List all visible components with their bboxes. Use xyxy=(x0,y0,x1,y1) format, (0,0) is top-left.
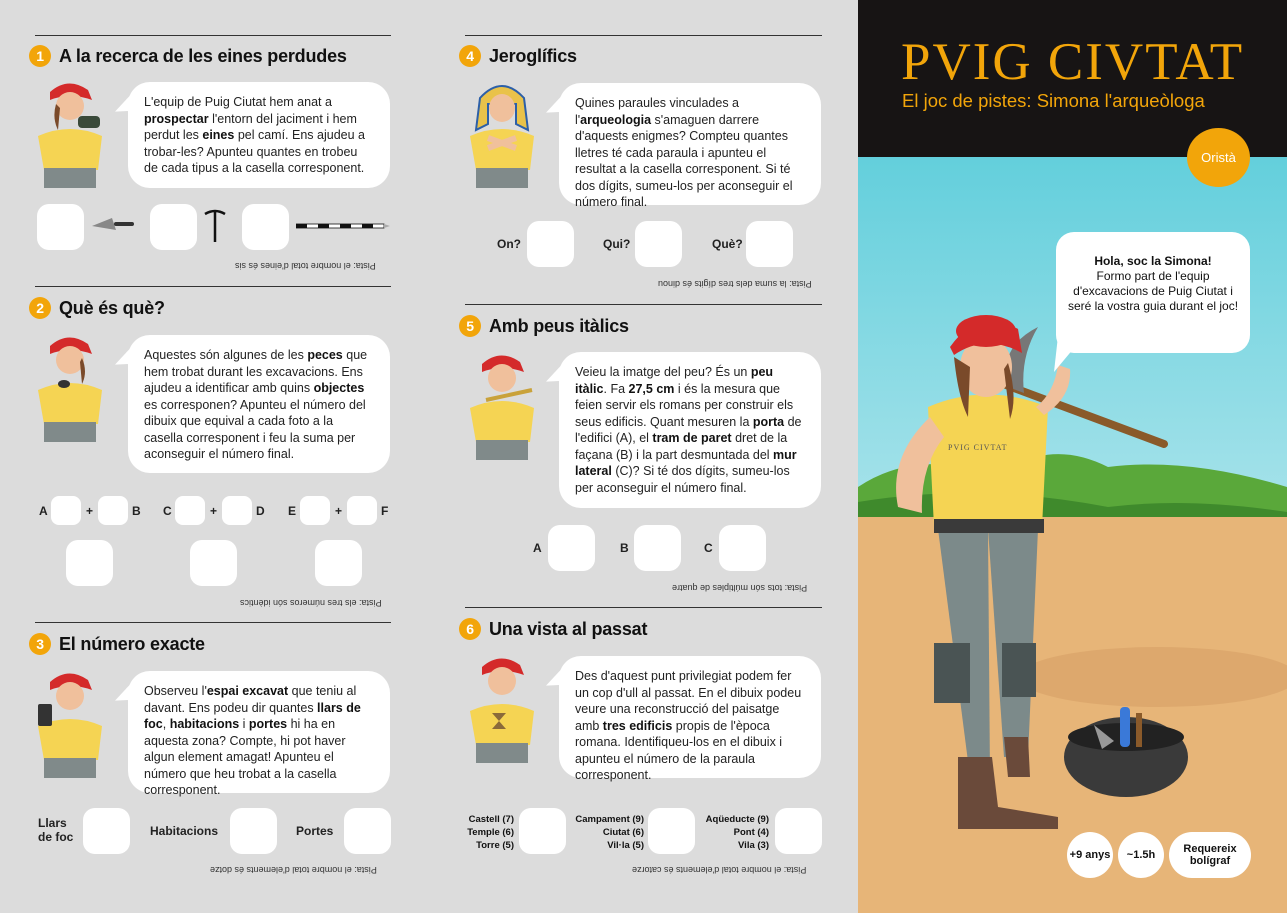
section-5-bubble xyxy=(559,352,821,508)
section-4-hint: Pista: la suma dels tres dígits és dinou xyxy=(658,279,812,289)
label-door-a: A xyxy=(533,541,542,555)
option-text: Campament (9) xyxy=(575,814,644,825)
section-5-title xyxy=(459,315,629,337)
plus-sign: + xyxy=(335,504,343,518)
answer-box-d[interactable] xyxy=(222,496,252,525)
what-label: Què? xyxy=(712,237,743,251)
section-2-hint: Pista: els tres números són idèntics xyxy=(240,598,382,608)
label-side-wall-c: C xyxy=(704,541,713,555)
divider xyxy=(465,607,822,608)
divider xyxy=(465,35,822,36)
cover-panel xyxy=(858,0,1287,913)
section-number: 4 xyxy=(459,45,481,67)
pickaxe-icon xyxy=(203,208,227,244)
doors-label: Portes xyxy=(296,824,334,838)
section-number: 3 xyxy=(29,633,51,655)
label-c: C xyxy=(163,504,172,518)
where-label: On? xyxy=(497,237,521,251)
section-1-title xyxy=(29,45,347,67)
shirt-logo-text: PVIG CIVTAT xyxy=(948,443,1008,452)
building-answer-box-3[interactable] xyxy=(775,808,822,854)
doors-answer-box[interactable] xyxy=(344,808,391,854)
duration-pill: ~1.5h xyxy=(1118,832,1164,878)
side-wall-answer-box[interactable] xyxy=(719,525,766,571)
trowel-answer-box[interactable] xyxy=(37,204,84,250)
section-title-text: Jeroglífics xyxy=(489,45,577,66)
simona-object-figure xyxy=(30,332,110,444)
section-2-text: Aquestes són algunes de les peces que hem trobat durant les excavacions. Ens ajudeu a identificar amb quins objectes es corresponen? Apunteu el número del dibuix que equival a cada foto a la casella corresponent i feu la suma per aconseguir el número final. xyxy=(144,348,368,461)
what-answer-box[interactable] xyxy=(746,221,793,267)
section-2-bubble xyxy=(128,335,390,473)
option-text: Pont (4) xyxy=(733,827,769,838)
building-options-group-2 xyxy=(566,813,644,852)
section-number: 5 xyxy=(459,315,481,337)
label-e: E xyxy=(288,504,297,518)
section-4-text: Quines paraules vinculades a l'arqueologia s'amaguen darrere d'aquests enigmes? Compteu quantes lletres té cada paraula i apunteu el resultat a la casella corresponent. Si té dos dígits, sumeu-los per aconseguir el número final. xyxy=(575,96,793,209)
hearths-label: Llars de foc xyxy=(38,816,74,844)
section-3-title xyxy=(29,633,205,655)
divider xyxy=(465,304,822,305)
plus-sign: + xyxy=(86,504,94,518)
sum-box-cd[interactable] xyxy=(190,540,237,586)
section-4-title xyxy=(459,45,577,67)
simona-device-figure xyxy=(30,668,110,780)
section-title-text: A la recerca de les eines perdudes xyxy=(59,45,347,66)
cover-title: PVIG CIVTAT xyxy=(901,33,1245,91)
section-3-hint: Pista: el nombre total d'elements és dotze xyxy=(210,865,377,875)
measuring-pole-icon xyxy=(296,221,390,231)
section-title-text: Amb peus itàlics xyxy=(489,315,629,336)
trowel-icon xyxy=(90,216,136,236)
section-6-hint: Pista: el nombre total d'elements és catorze xyxy=(632,865,807,875)
speech-greeting: Hola, soc la Simona! xyxy=(1094,254,1212,268)
option-text: Temple (6) xyxy=(467,827,514,838)
building-options-group-3 xyxy=(695,813,769,852)
simona-hourglass-figure xyxy=(462,653,542,765)
section-1-hint: Pista: el nombre total d'eines és sis xyxy=(235,261,376,271)
requires-pen-pill: Requereix bolígraf xyxy=(1169,832,1251,878)
section-6-title xyxy=(459,618,647,640)
answer-box-b[interactable] xyxy=(98,496,128,525)
location-badge: Oristà xyxy=(1187,128,1250,187)
section-2-title xyxy=(29,297,165,319)
section-number: 1 xyxy=(29,45,51,67)
option-text: Castell (7) xyxy=(468,814,514,825)
option-text: Ciutat (6) xyxy=(602,827,644,838)
label-f: F xyxy=(381,504,389,518)
simona-ruler-figure xyxy=(462,350,542,462)
cover-subtitle: El joc de pistes: Simona l'arqueòloga xyxy=(902,90,1205,111)
divider xyxy=(35,622,391,623)
wall-answer-box[interactable] xyxy=(634,525,681,571)
section-6-bubble xyxy=(559,656,821,782)
plus-sign: + xyxy=(210,504,218,518)
building-answer-box-2[interactable] xyxy=(648,808,695,854)
label-d: D xyxy=(256,504,265,518)
section-5-text: Veieu la imatge del peu? És un peu itàlic. Fa 27,5 cm i és la mesura que feien servir els romans per construir els seus edificis. Quant mesuren la porta de l'edifici (A), el tram de paret dret de la façana (B) i la part desmuntada del mur lateral (C)? Si té dos dígits, sumeu-los per aconseguir el número final. xyxy=(575,365,802,495)
label-b: B xyxy=(132,504,141,518)
who-label: Qui? xyxy=(603,237,631,251)
who-answer-box[interactable] xyxy=(635,221,682,267)
section-1-text: L'equip de Puig Ciutat hem anat a prospectar l'entorn del jaciment i hem perdut les eines pel camí. Ens ajudeu a trobar-les? Apunteu quantes en trobeu de cada tipus a la casella corresponent. xyxy=(144,95,365,175)
rooms-answer-box[interactable] xyxy=(230,808,277,854)
building-options-group-1 xyxy=(456,813,514,852)
pickaxe-answer-box[interactable] xyxy=(150,204,197,250)
rooms-label: Habitacions xyxy=(150,824,219,838)
simona-speech-bubble xyxy=(1056,232,1250,353)
answer-box-c[interactable] xyxy=(175,496,205,525)
hearths-answer-box[interactable] xyxy=(83,808,130,854)
section-title-text: Què és què? xyxy=(59,297,165,318)
sum-box-ab[interactable] xyxy=(66,540,113,586)
speech-tail xyxy=(1054,336,1094,376)
section-5-hint: Pista: tots són múltiples de quatre xyxy=(672,583,808,593)
option-text: Aqüeducte (9) xyxy=(705,814,769,825)
divider xyxy=(35,35,391,36)
section-4-bubble xyxy=(559,83,821,209)
where-answer-box[interactable] xyxy=(527,221,574,267)
section-6-text: Des d'aquest punt privilegiat podem fer un cop d'ull al passat. En el dibuix podeu veure una reconstrucció del paisatge amb tres edificis propis de l'època romana. Identifiqueu-los en el dibuix i apunteu el número de la paraula corresponent. xyxy=(575,669,802,782)
door-answer-box[interactable] xyxy=(548,525,595,571)
divider xyxy=(35,286,391,287)
label-a: A xyxy=(39,504,48,518)
section-3-text: Observeu l'espai excavat que teniu al davant. Ens podeu dir quantes llars de foc, habitacions i portes hi ha en aquesta zona? Compte, hi pot haver algun element amagat! Apunteu el número que heu trobat a la casella corresponent. xyxy=(144,684,361,797)
building-answer-box-1[interactable] xyxy=(519,808,566,854)
answer-box-a[interactable] xyxy=(51,496,81,525)
section-number: 2 xyxy=(29,297,51,319)
section-title-text: El número exacte xyxy=(59,633,205,654)
speech-text: Formo part de l'equip d'excavacions de Puig Ciutat i seré la vostra guia durant el joc! xyxy=(1067,269,1239,313)
option-text: Vil·la (5) xyxy=(607,840,644,851)
measuring-pole-answer-box[interactable] xyxy=(242,204,289,250)
option-text: Vila (3) xyxy=(738,840,769,851)
label-wall-b: B xyxy=(620,541,629,555)
section-3-bubble xyxy=(128,671,390,797)
simona-binoculars-figure xyxy=(30,78,110,190)
section-number: 6 xyxy=(459,618,481,640)
section-1-bubble xyxy=(128,82,390,188)
section-title-text: Una vista al passat xyxy=(489,618,648,639)
age-pill: +9 anys xyxy=(1067,832,1113,878)
answer-box-e[interactable] xyxy=(300,496,330,525)
answer-box-f[interactable] xyxy=(347,496,377,525)
simona-pharaoh-figure xyxy=(462,78,542,190)
option-text: Torre (5) xyxy=(476,840,514,851)
sum-box-ef[interactable] xyxy=(315,540,362,586)
